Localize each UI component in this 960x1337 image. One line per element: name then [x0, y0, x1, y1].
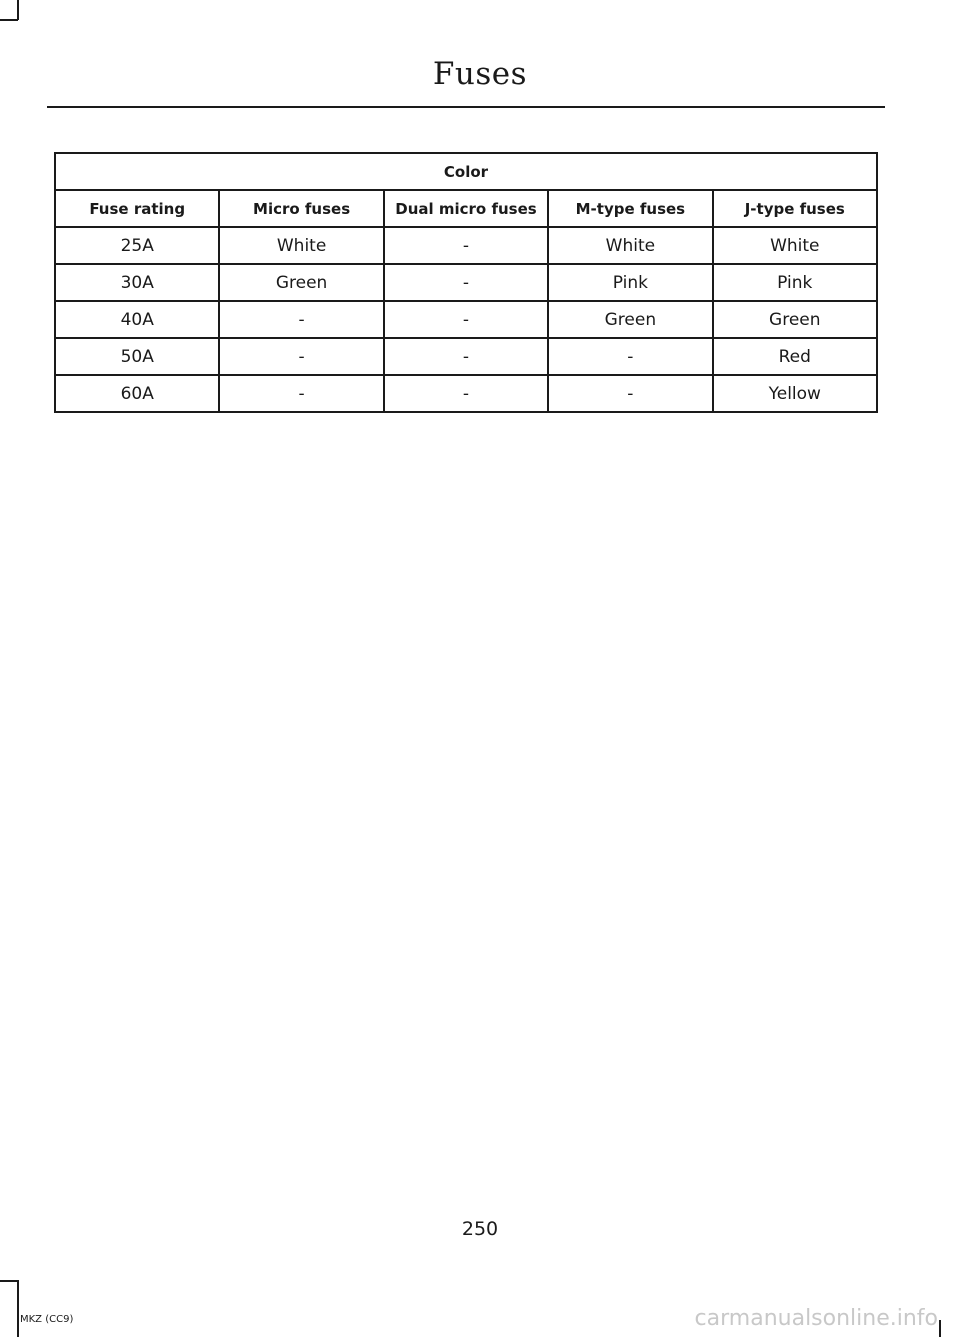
table-cell: 25A: [55, 227, 219, 264]
table-cell: Yellow: [713, 375, 877, 412]
table-cell: White: [548, 227, 712, 264]
page-number: 250: [461, 1218, 499, 1240]
table-cell: Green: [219, 264, 383, 301]
table-row: [55, 301, 877, 338]
crop-mark-bottom-right-vertical: [939, 1320, 941, 1337]
table-cell: 30A: [55, 264, 219, 301]
table-cell: -: [384, 227, 548, 264]
table-cell: 60A: [55, 375, 219, 412]
table-row: [55, 264, 877, 301]
color-group-header: Color: [55, 153, 877, 190]
crop-mark-bottom-left-horizontal: [0, 1280, 18, 1282]
table-cell: Green: [548, 301, 712, 338]
model-code: MKZ (CC9): [20, 1314, 74, 1325]
table-row: [55, 338, 877, 375]
table-cell: Pink: [713, 264, 877, 301]
watermark: carmanualsonline.info: [694, 1306, 938, 1331]
table-cell: -: [384, 301, 548, 338]
table-cell: -: [219, 338, 383, 375]
table-column-header-row: [55, 190, 877, 227]
table-cell: 50A: [55, 338, 219, 375]
table-cell: -: [219, 375, 383, 412]
column-header-micro-fuses: Micro fuses: [219, 190, 383, 227]
column-header-dual-micro-fuses: Dual micro fuses: [384, 190, 548, 227]
table-cell: -: [384, 338, 548, 375]
column-header-j-type-fuses: J-type fuses: [713, 190, 877, 227]
header-divider: [47, 106, 885, 108]
column-header-fuse-rating: Fuse rating: [55, 190, 219, 227]
table-group-header-row: [55, 153, 877, 190]
table-cell: Green: [713, 301, 877, 338]
table-cell: Red: [713, 338, 877, 375]
page-title: Fuses: [432, 56, 528, 92]
table-cell: -: [219, 301, 383, 338]
crop-mark-top-left-horizontal: [0, 19, 18, 21]
table-cell: -: [384, 375, 548, 412]
fuse-color-table: [54, 152, 878, 413]
table-cell: Pink: [548, 264, 712, 301]
column-header-m-type-fuses: M-type fuses: [548, 190, 712, 227]
table-cell: -: [384, 264, 548, 301]
table-cell: White: [713, 227, 877, 264]
table-row: [55, 375, 877, 412]
table-cell: 40A: [55, 301, 219, 338]
table-cell: White: [219, 227, 383, 264]
table-cell: -: [548, 338, 712, 375]
crop-mark-bottom-left-vertical: [17, 1280, 19, 1337]
table-row: [55, 227, 877, 264]
table-cell: -: [548, 375, 712, 412]
crop-mark-top-left-vertical: [17, 0, 19, 20]
